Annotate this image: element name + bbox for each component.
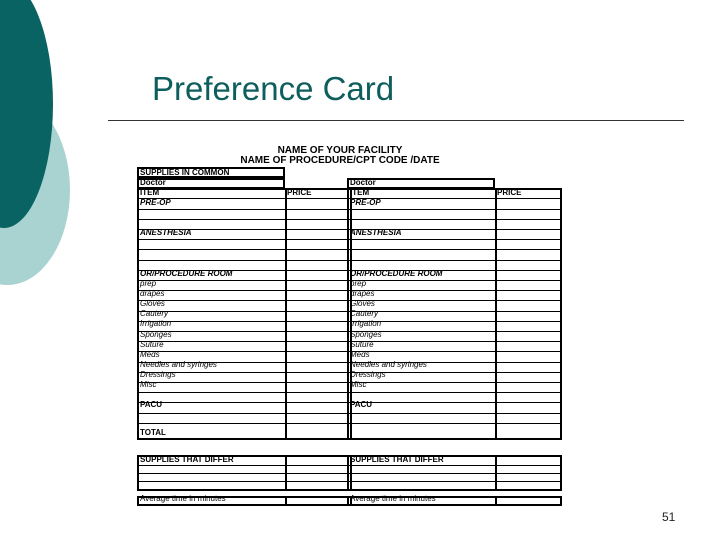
or-item-label: Misc (140, 380, 157, 389)
table-row-line (347, 239, 562, 240)
or-item-label: Cautery (350, 309, 379, 319)
or-room-label: OR/PROCEDURE ROOM (140, 269, 233, 278)
or-item-label: prep (350, 279, 367, 288)
table-row-line (347, 249, 562, 250)
slide-number: 51 (662, 510, 676, 524)
table-row-line (137, 260, 352, 261)
anesthesia-label: ANESTHESIA (140, 228, 192, 237)
table-row-line (137, 219, 352, 220)
or-item-label: Misc (350, 380, 367, 389)
supplies-common-label: SUPPLIES IN COMMON (140, 168, 230, 177)
or-item-label: Suture (140, 339, 164, 349)
item-header: ITEM (350, 188, 370, 197)
table-row-line (347, 280, 562, 281)
or-item-label: Irrigation (140, 319, 172, 329)
or-item-label: Needles and syringes (350, 359, 427, 369)
table-row-line (137, 351, 352, 352)
differ-row-line (347, 473, 562, 474)
table-row-line (137, 423, 352, 424)
table-row-line (137, 280, 352, 281)
form-panel-2 (347, 0, 562, 540)
or-item-label: Needles and syringes (140, 359, 217, 369)
table-row-line (347, 219, 562, 220)
or-item-label: Meds (140, 349, 160, 359)
pre-op-label: PRE-OP (140, 198, 171, 207)
table-row-line (137, 249, 352, 250)
facility-line: NAME OF YOUR FACILITY (277, 145, 403, 156)
item-header: ITEM (140, 188, 160, 197)
table-row-line (137, 341, 352, 342)
or-item-label: Dressings (140, 369, 176, 379)
table-row-line (137, 382, 352, 383)
table-row-line (347, 423, 562, 424)
or-item-label: drapes (140, 289, 165, 299)
table-row-line (347, 402, 562, 403)
or-item-label: drapes (350, 289, 375, 299)
table-row-line (347, 290, 562, 291)
slide-title: Preference Card (152, 70, 395, 107)
table-row-line (347, 413, 562, 414)
anesthesia-label: ANESTHESIA (350, 228, 402, 237)
procedure-line: NAME OF PROCEDURE/CPT CODE /DATE (240, 155, 440, 166)
table-row-line (137, 300, 352, 301)
or-item-label: Suture (350, 339, 374, 349)
table-row-line (347, 341, 562, 342)
pacu-label: PACU (350, 400, 373, 409)
average-time-divider (285, 496, 287, 506)
total-label: TOTAL (140, 428, 166, 437)
table-row-line (137, 239, 352, 240)
table-row-line (347, 300, 562, 301)
supplies-differ-label: SUPPLIES THAT DIFFER (140, 455, 234, 464)
average-time-label: Average time in minutes (350, 494, 436, 503)
form-panel-1 (137, 0, 352, 540)
table-row-line (137, 392, 352, 393)
table-row-line (137, 413, 352, 414)
average-time-divider (495, 496, 497, 506)
differ-row-line (137, 473, 352, 474)
differ-row-line (347, 481, 562, 482)
differ-row-line (347, 465, 562, 466)
table-row-line (137, 188, 352, 189)
price-header: PRICE (287, 188, 312, 197)
doctor-label: Doctor (140, 178, 166, 187)
differ-row-line (137, 481, 352, 482)
table-row-line (137, 311, 352, 312)
price-header: PRICE (497, 188, 522, 197)
table-row-line (137, 209, 352, 210)
or-item-label: Dressings (350, 369, 386, 379)
or-item-label: Gloves (140, 299, 165, 309)
table-row-line (347, 311, 562, 312)
or-item-label: Meds (350, 349, 370, 359)
table-row-line (347, 260, 562, 261)
or-item-label: Cautery (140, 309, 169, 319)
table-row-line (347, 209, 562, 210)
average-time-label: Average time in minutes (140, 494, 226, 503)
differ-row-line (137, 465, 352, 466)
or-room-label: OR/PROCEDURE ROOM (350, 269, 443, 278)
table-row-line (137, 290, 352, 291)
table-row-line (347, 392, 562, 393)
or-item-label: Gloves (350, 299, 375, 309)
table-row-line (347, 351, 562, 352)
or-item-label: Irrigation (350, 319, 382, 329)
or-item-label: Sponges (140, 329, 172, 339)
supplies-differ-label: SUPPLIES THAT DIFFER (350, 455, 444, 464)
table-row-line (137, 402, 352, 403)
pre-op-label: PRE-OP (350, 198, 381, 207)
table-row-line (347, 188, 562, 189)
table-row-line (347, 382, 562, 383)
or-item-label: Sponges (350, 329, 382, 339)
doctor-label: Doctor (350, 178, 376, 187)
pacu-label: PACU (140, 400, 163, 409)
or-item-label: prep (140, 279, 157, 288)
